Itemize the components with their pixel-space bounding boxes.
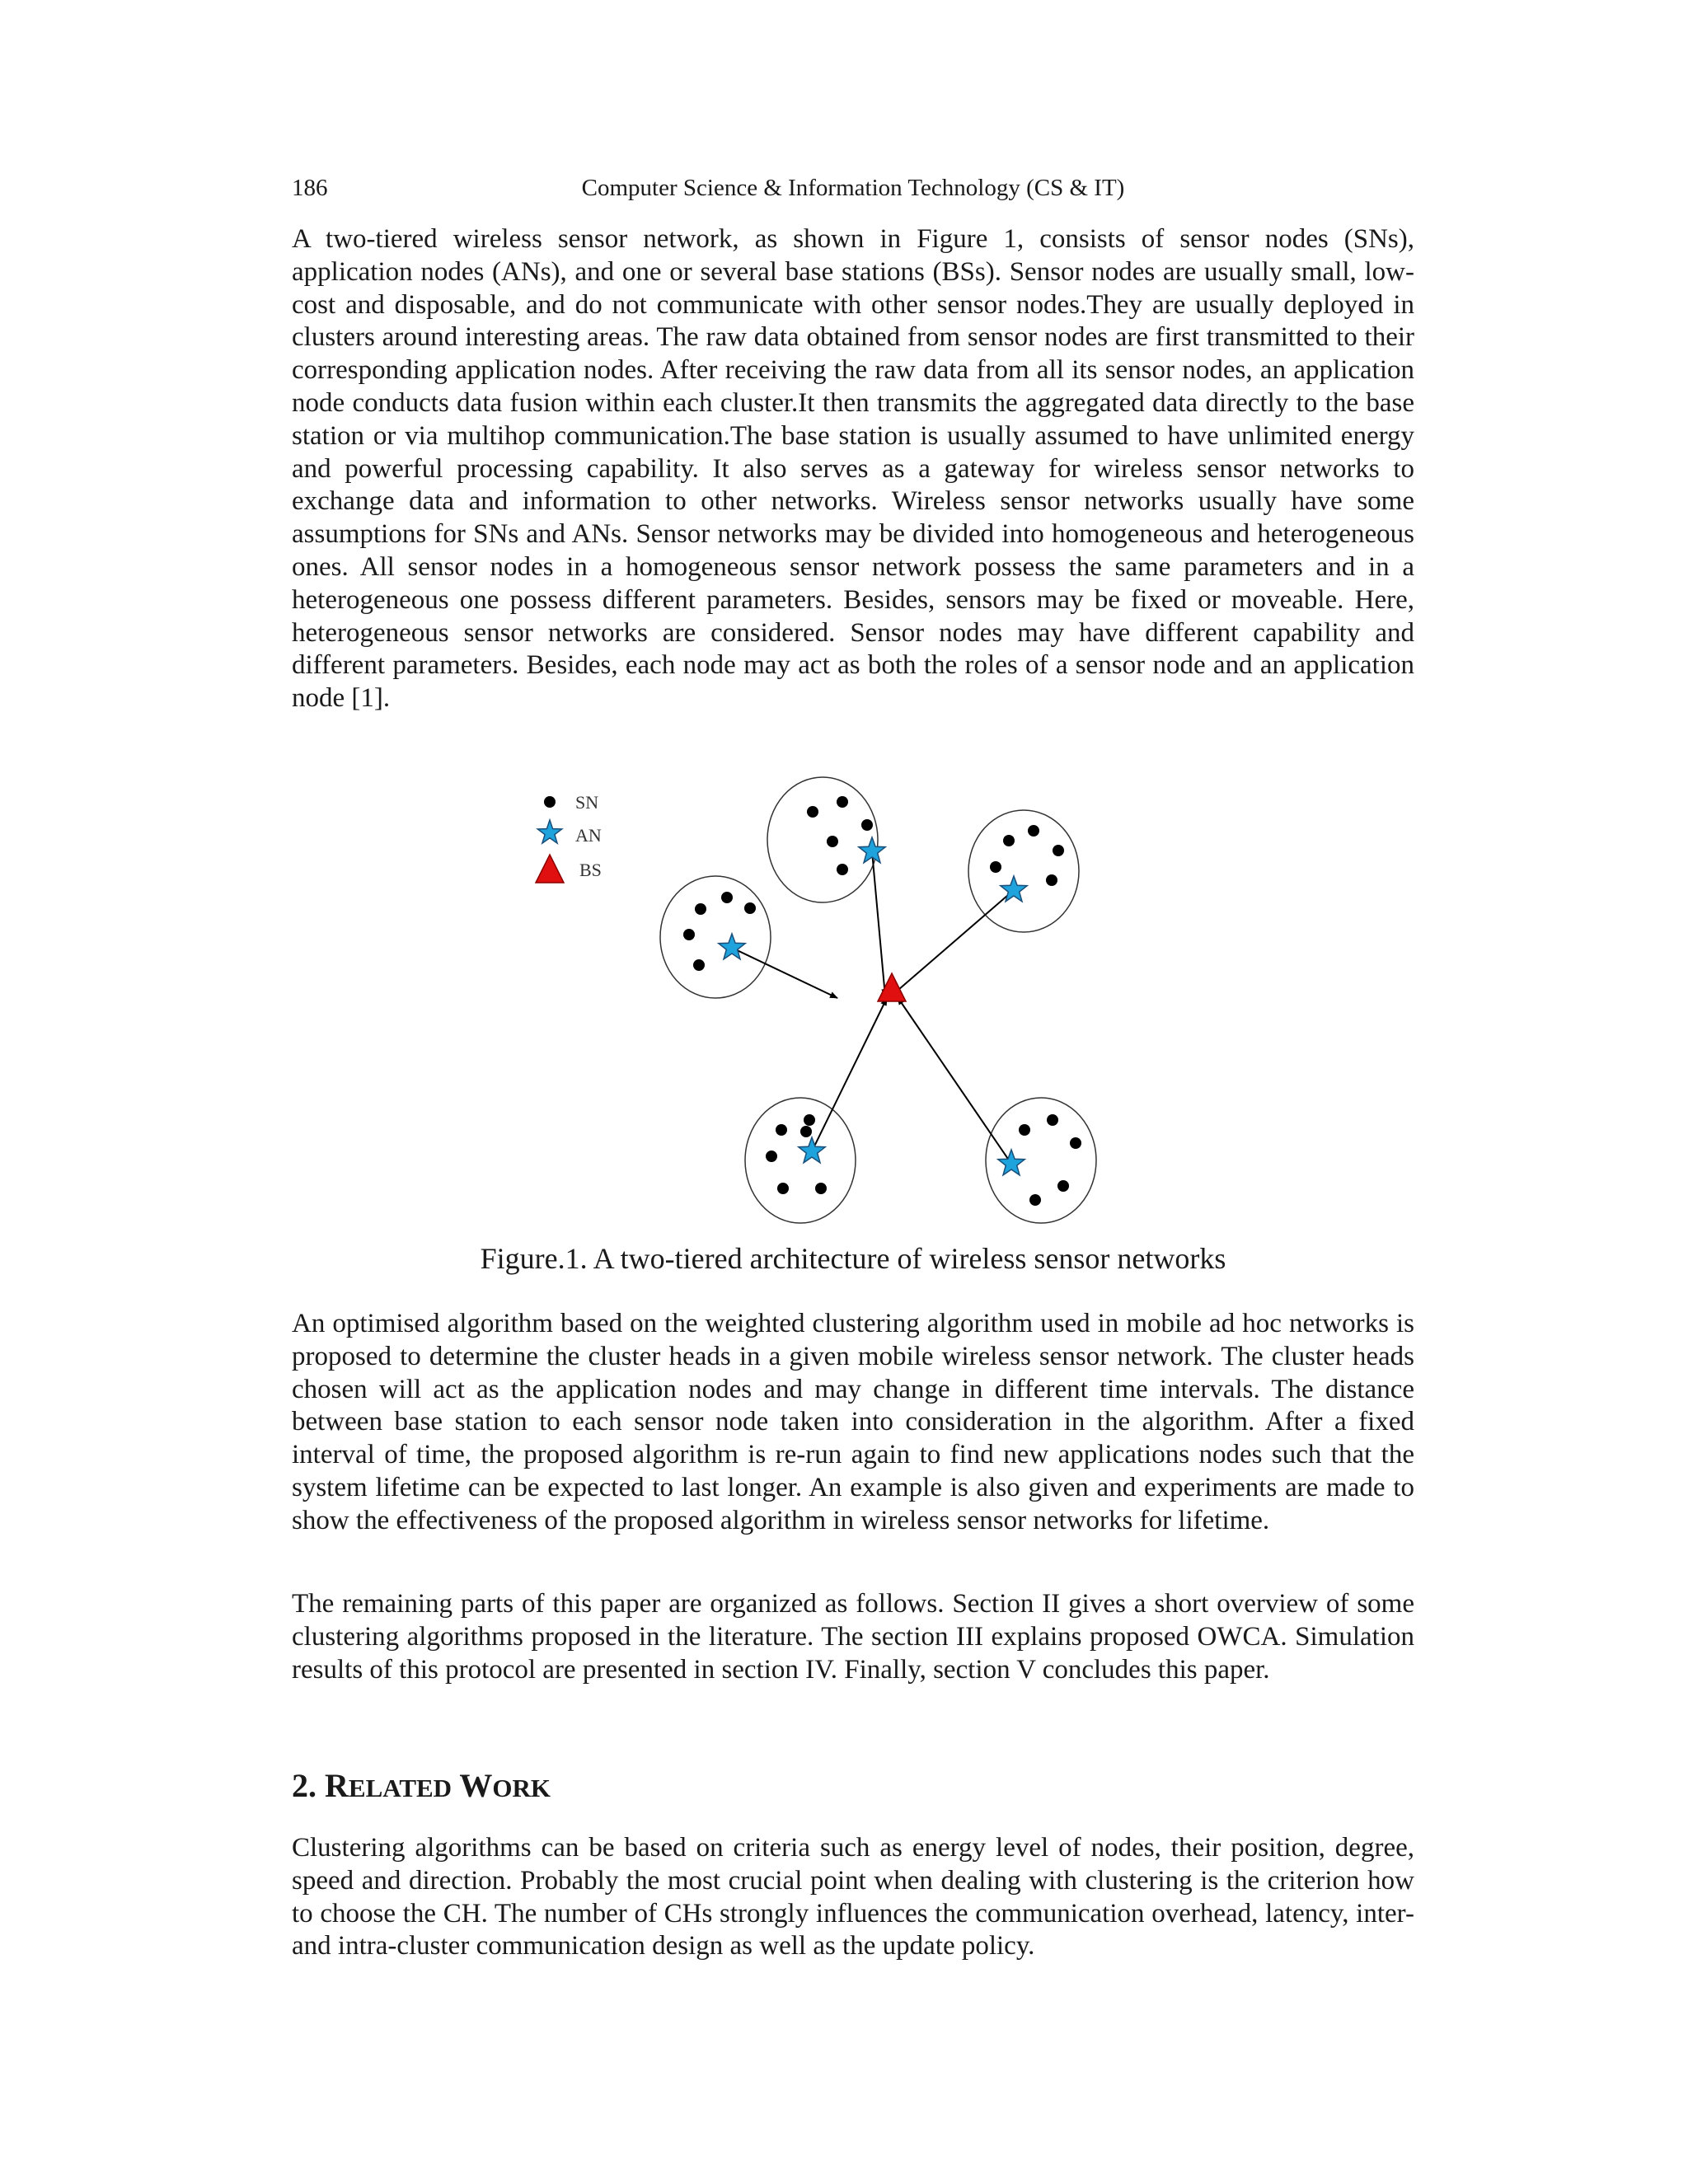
link-right-top-to-bs xyxy=(893,890,1014,995)
network-architecture-figure xyxy=(528,771,1104,1232)
page-number: 186 xyxy=(292,175,328,201)
sensor-node xyxy=(1070,1137,1081,1149)
sensor-node xyxy=(1029,1194,1041,1206)
sensor-node xyxy=(827,836,838,847)
section-title-r: R xyxy=(325,1767,349,1804)
sensor-node xyxy=(1028,825,1039,837)
sensor-node xyxy=(807,806,818,818)
link-bottom-right-to-bs xyxy=(898,997,1011,1164)
sensor-node xyxy=(721,892,733,903)
section-title-ork: ORK xyxy=(492,1774,551,1802)
cluster-left xyxy=(660,876,771,998)
sensor-node xyxy=(1003,835,1015,846)
sensor-node xyxy=(776,1124,787,1136)
application-node-star-icon xyxy=(998,1150,1025,1175)
cluster-boundary xyxy=(968,810,1079,932)
page-header xyxy=(292,175,1414,208)
link-bottom-left-to-bs xyxy=(812,998,887,1151)
cluster-bottom-left xyxy=(745,1098,856,1223)
cluster-right-top xyxy=(968,810,1079,932)
sensor-node xyxy=(1047,1114,1058,1126)
figure-legend xyxy=(536,792,602,883)
sensor-node xyxy=(1046,874,1057,886)
sensor-node xyxy=(1057,1180,1069,1192)
section-number: 2. xyxy=(292,1767,325,1804)
link-top-to-bs xyxy=(872,851,885,996)
proposal-paragraph: An optimised algorithm based on the weighted clustering algorithm used in mobile ad hoc networks is proposed to determine the cluster heads in a given mobile wireless sensor network. The cluster heads chosen will act as the application nodes and may change in different time intervals. The distance between base station to each sensor node taken into consideration in the algorithm. After a fixed interval of time, the proposed algorithm is re-run again to find new applications nodes such that the system lifetime can be expected to last longer. An example is also given and experiments are made to show the effectiveness of the proposed algorithm in wireless sensor networks for lifetime. xyxy=(292,1309,1414,1535)
figure-caption: Figure.1. A two-tiered architecture of wireless sensor networks xyxy=(480,1242,1226,1275)
section-title-elated: ELATED xyxy=(348,1774,452,1802)
cluster-top xyxy=(767,777,878,902)
cluster-boundary xyxy=(745,1098,856,1223)
sensor-node xyxy=(804,1114,815,1126)
application-node-star-icon xyxy=(799,1137,825,1163)
sensor-node xyxy=(837,796,848,808)
organization-paragraph: The remaining parts of this paper are organized as follows. Section II gives a short overview of some clustering algorithms proposed in the literature. The section III explains proposed OWCA. Simulation results of this protocol are presented in section IV. Finally, section V concludes this paper. xyxy=(292,1589,1414,1685)
an-legend-label: AN xyxy=(575,825,602,846)
cluster-boundary xyxy=(767,777,878,902)
running-title: Computer Science & Information Technology (CS & IT) xyxy=(581,175,1125,201)
sensor-node xyxy=(800,1126,812,1137)
cluster-boundary xyxy=(660,876,771,998)
application-node-star-icon xyxy=(719,934,745,959)
sensor-node xyxy=(815,1183,827,1194)
bs-legend-triangle-icon xyxy=(536,855,564,883)
an-legend-star-icon xyxy=(537,820,561,843)
section-heading-related-work xyxy=(292,1766,551,1808)
sensor-node xyxy=(683,929,695,940)
sensor-node xyxy=(861,819,873,831)
section-title-w: W xyxy=(459,1767,493,1804)
sensor-node xyxy=(837,864,848,875)
intro-paragraph: A two-tiered wireless sensor network, as shown in Figure 1, consists of sensor nodes (SNs), application nodes (ANs), and one or several base stations (BSs). Sensor nodes are usually small, low-cost and disposable, and do not communicate with other sensor nodes.They are usually deployed in clusters around interesting areas. The raw data obtained from sensor nodes are first transmitted to their corresponding application nodes. After receiving the raw data from all its sensor nodes, an application node conducts data fusion within each cluster.It then transmits the aggregated data directly to the base station or via multihop communication.The base station is usually assumed to have unlimited energy and powerful processing capability. It also serves as a gateway for wireless sensor networks to exchange data and information to other networks. Wireless sensor networks usually have some assumptions for SNs and ANs. Sensor networks may be divided into homogeneous and heterogeneous ones. All sensor nodes in a homogeneous sensor network possess the same parameters and in a heterogeneous one possess different parameters. Besides, sensors may be fixed or moveable. Here, heterogeneous sensor networks are considered. Sensor nodes may have different capability and different parameters. Besides, each node may act as both the roles of a sensor node and an application node [1]. xyxy=(292,224,1414,714)
sensor-node xyxy=(990,861,1001,873)
link-left-to-bs xyxy=(732,948,837,998)
bs-legend-label: BS xyxy=(579,860,602,880)
sensor-node xyxy=(695,903,706,915)
sensor-node xyxy=(693,959,705,971)
sensor-node xyxy=(1053,845,1064,856)
related-work-paragraph: Clustering algorithms can be based on criteria such as energy level of nodes, their position, degree, speed and direction. Probably the most crucial point when dealing with clustering is the criterion how to choose the CH. The number of CHs strongly influences the communication overhead, latency, inter- and intra-cluster communication design as well as the update policy. xyxy=(292,1833,1414,1961)
sn-legend-label: SN xyxy=(575,792,599,813)
sn-legend-dot xyxy=(544,796,556,808)
sensor-node xyxy=(744,902,756,914)
sensor-node xyxy=(777,1183,789,1194)
sensor-node xyxy=(1019,1124,1030,1136)
sensor-node xyxy=(766,1151,777,1162)
